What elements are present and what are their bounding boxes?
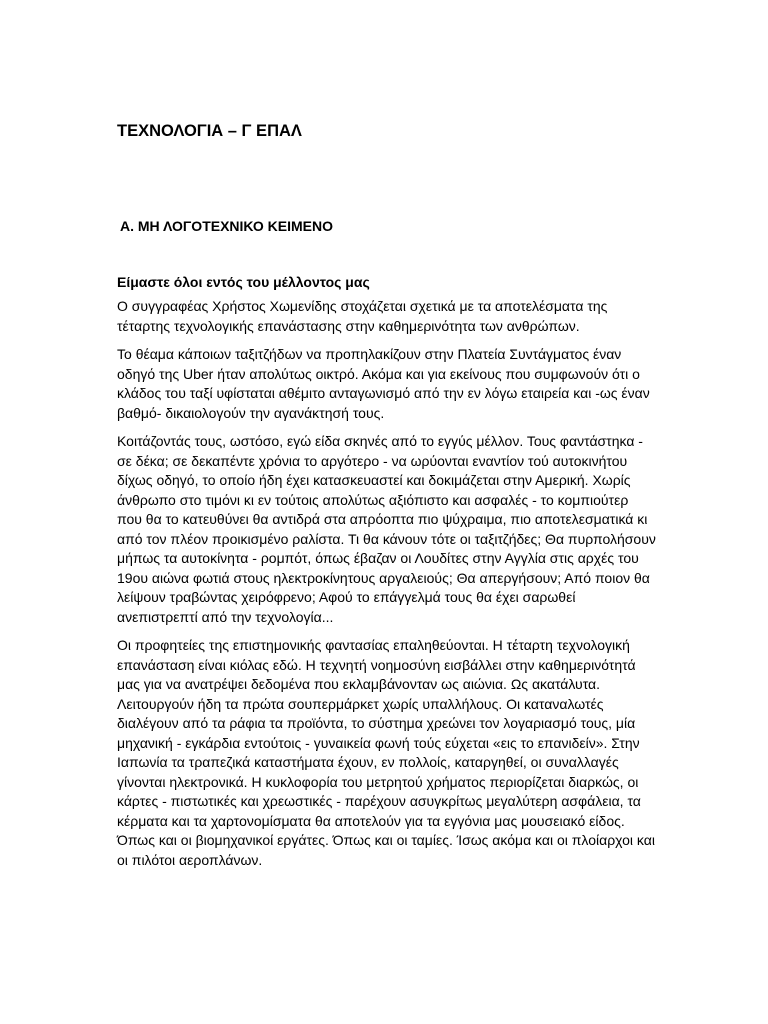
paragraph-2: Κοιτάζοντάς τους, ωστόσο, εγώ είδα σκηνές από το εγγύς μέλλον. Τους φαντάστηκα - σε δέκα; σε δεκαπέντε χρόνια το αργότερο - να ωρύονται εναντίον τού αυτοκινήτου δίχως οδηγό, το οποίο ήδη έχει κατασκευαστεί και δοκιμάζεται στην Αμερική. Χωρίς άνθρωπο στο τιμόνι κι εν τούτοις απολύτως αξιόπιστο και ασφαλές - το κομπιούτερ που θα το κατευθύνει θα αντιδρά στα απρόοπτα πιο ψύχραιμα, πιο αποτελεσματικά κι από τον πλέον προικισμένο ραλίστα. Τι θα κάνουν τότε οι ταξιτζήδες; Θα πυρπολήσουν μήπως τα αυτοκίνητα - ρομπότ, όπως έβαζαν οι Λουδίτες στην Αγγλία στις αρχές του 19ου αιώνα φωτιά στους ηλεκτροκίνητους αργαλειούς; Θα απεργήσουν; Από ποιον θα λείψουν τραβώντας χειρόφρενο; Αφού το επάγγελμά τους θα έχει σαρωθεί ανεπιστρεπτί από την τεχνολογία... [117, 433, 656, 625]
article [117, 273, 657, 879]
paragraph-1: Το θέαμα κάποιων ταξιτζήδων να προπηλακίζουν στην Πλατεία Συντάγματος έναν οδηγό της Uber ήταν απολύτως οικτρό. Ακόμα και για εκείνους που συμφωνούν ότι ο κλάδος του ταξί υφίσταται αθέμιτο ανταγωνισμό από την εν λόγω εταιρεία και -ως έναν βαθμό- δικαιολογούν την αγανάκτησή τους. [117, 346, 650, 421]
document-title: ΤΕΧΝΟΛΟΓΙΑ – Γ ΕΠΑΛ [117, 122, 302, 140]
article-title: Είμαστε όλοι εντός του μέλλοντος μας [117, 274, 370, 290]
section-heading: Α. ΜΗ ΛΟΓΟΤΕΧΝΙΚΟ ΚΕΙΜΕΝΟ [120, 218, 334, 234]
paragraph-intro: Ο συγγραφέας Χρήστος Χωμενίδης στοχάζεται σχετικά με τα αποτελέσματα της τέταρτης τεχνολογικής επανάστασης στην καθημερινότητα των ανθρώπων. [117, 298, 608, 334]
paragraph-3: Οι προφητείες της επιστημονικής φαντασίας επαληθεύονται. Η τέταρτη τεχνολογική επανάσταση είναι κιόλας εδώ. Η τεχνητή νοημοσύνη εισβάλλει στην καθημερινότητά μας για να ανατρέψει δεδομένα που εκλαμβάνονταν ως αιώνια. Ως ακατάλυτα. Λειτουργούν ήδη τα πρώτα σουπερμάρκετ χωρίς υπαλλήλους. Οι καταναλωτές διαλέγουν από τα ράφια τα προϊόντα, το σύστημα χρεώνει τον λογαριασμό τους, μία μηχανική - εγκάρδια εντούτοις - γυναικεία φωνή τούς εύχεται «εις το επανιδείν». Στην Ιαπωνία τα τραπεζικά καταστήματα έχουν, εν πολλοίς, καταργηθεί, οι συναλλαγές γίνονται ηλεκτρονικά. Η κυκλοφορία του μετρητού χρήματος περιορίζεται διαρκώς, οι κάρτες - πιστωτικές και χρεωστικές - παρέχουν ασυγκρίτως μεγαλύτερη ασφάλεια, τα κέρματα και τα χαρτονομίσματα θα αποτελούν για τα εγγόνια μας μουσειακό είδος. Όπως και οι βιομηχανικοί εργάτες. Όπως και οι ταμίες. Ίσως ακόμα και οι πλοίαρχοι και οι πιλότοι αεροπλάνων. [117, 637, 655, 868]
